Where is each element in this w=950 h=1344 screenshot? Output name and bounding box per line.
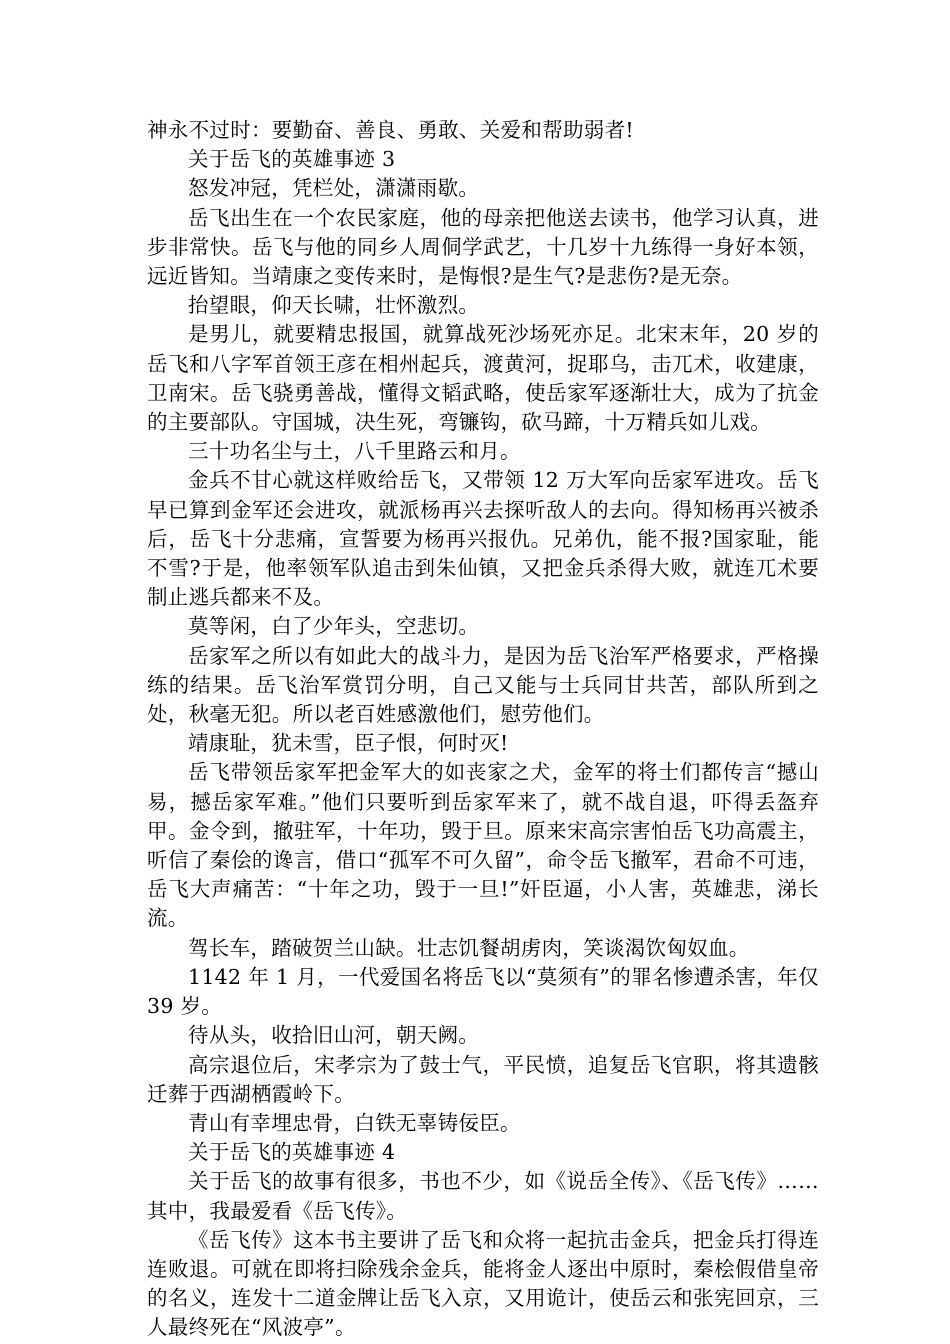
poem-line: 靖康耻，犹未雪，臣子恨，何时灭!	[188, 731, 509, 756]
paragraph: 神永不过时：要勤奋、善良、勇敢、关爱和帮助弱者!	[147, 118, 634, 142]
paragraph: 《岳飞传》这本书主要讲了岳飞和众将一起抗击金兵，把金兵打得连连败退。可就在即将扫除残余金兵，能将金人逐出中原时，秦桧假借皇帝的名义，连发十二道金牌让岳飞入京，又用诡计，使岳云和张宪回京，三人最终死在“风波亭”。	[147, 1227, 819, 1340]
section-heading: 关于岳飞的英雄事迹 3	[188, 147, 396, 172]
poem-line: 抬望眼，仰天长啸，壮怀激烈。	[188, 293, 480, 318]
poem-line: 待从头，收拾旧山河，朝天阙。	[188, 1023, 480, 1048]
poem-line: 莫等闲，白了少年头，空悲切。	[188, 614, 480, 639]
poem-line: 驾长车，踏破贺兰山缺。壮志饥餐胡虏肉，笑谈渴饮匈奴血。	[188, 935, 750, 960]
paragraph: 关于岳飞的故事有很多，书也不少，如《说岳全传》、《岳飞传》……其中，我最爱看《岳飞传》。	[147, 1169, 819, 1223]
paragraph: 是男儿，就要精忠报国，就算战死沙场死亦足。北宋末年，20 岁的岳飞和八字军首领王彦在相州起兵，渡黄河，捉耶乌，击兀术，收建康，卫南宋。岳飞骁勇善战，懂得文韬武略，使岳家军逐渐壮大，成为了抗金的主要部队。守国城，决生死，弯镰钩，砍马蹄，十万精兵如儿戏。	[147, 322, 819, 435]
section-heading: 关于岳飞的英雄事迹 4	[188, 1140, 396, 1165]
paragraph: 岳家军之所以有如此大的战斗力，是因为岳飞治军严格要求，严格操练的结果。岳飞治军赏罚分明，自己又能与士兵同甘共苦，部队所到之处，秋毫无犯。所以老百姓感激他们，慰劳他们。	[147, 643, 819, 727]
paragraph: 1142 年 1 月，一代爱国名将岳飞以“莫须有”的罪名惨遭杀害，年仅 39 岁。	[147, 964, 819, 1019]
poem-line: 青山有幸埋忠骨，白铁无辜铸佞臣。	[188, 1110, 521, 1135]
paragraph: 高宗退位后，宋孝宗为了鼓士气，平民愤，追复岳飞官职，将其遗骸迁葬于西湖栖霞岭下。	[147, 1052, 819, 1106]
paragraph: 岳飞出生在一个农民家庭，他的母亲把他送去读书，他学习认真，进步非常快。岳飞与他的同乡人周侗学武艺，十几岁十九练得一身好本领，远近皆知。当靖康之变传来时，是悔恨?是生气?是悲伤?是无奈。	[147, 205, 819, 289]
poem-line: 怒发冲冠，凭栏处，潇潇雨歇。	[188, 176, 480, 201]
document-body	[147, 116, 819, 1343]
paragraph: 金兵不甘心就这样败给岳飞，又带领 12 万大军向岳家军进攻。岳飞早已算到金军还会进攻，就派杨再兴去探听敌人的去向。得知杨再兴被杀后，岳飞十分悲痛，宣誓要为杨再兴报仇。兄弟仇，能不报?国家耻，能不雪?于是，他率领军队追击到朱仙镇，又把金兵杀得大败，就连兀术要制止逃兵都来不及。	[147, 468, 819, 610]
paragraph: 岳飞带领岳家军把金军大的如丧家之犬，金军的将士们都传言“撼山易，撼岳家军难。”他们只要听到岳家军来了，就不战自退，吓得丢盔弃甲。金令到，撤驻军，十年功，毁于旦。原来宋高宗害怕岳飞功高震主，听信了秦侩的谗言，借口“孤军不可久留”，命令岳飞撤军，君命不可违，岳飞大声痛苦：“十年之功，毁于一旦!”奸臣逼，小人害，英雄悲，涕长流。	[147, 760, 819, 931]
poem-line: 三十功名尘与土，八千里路云和月。	[188, 439, 521, 464]
